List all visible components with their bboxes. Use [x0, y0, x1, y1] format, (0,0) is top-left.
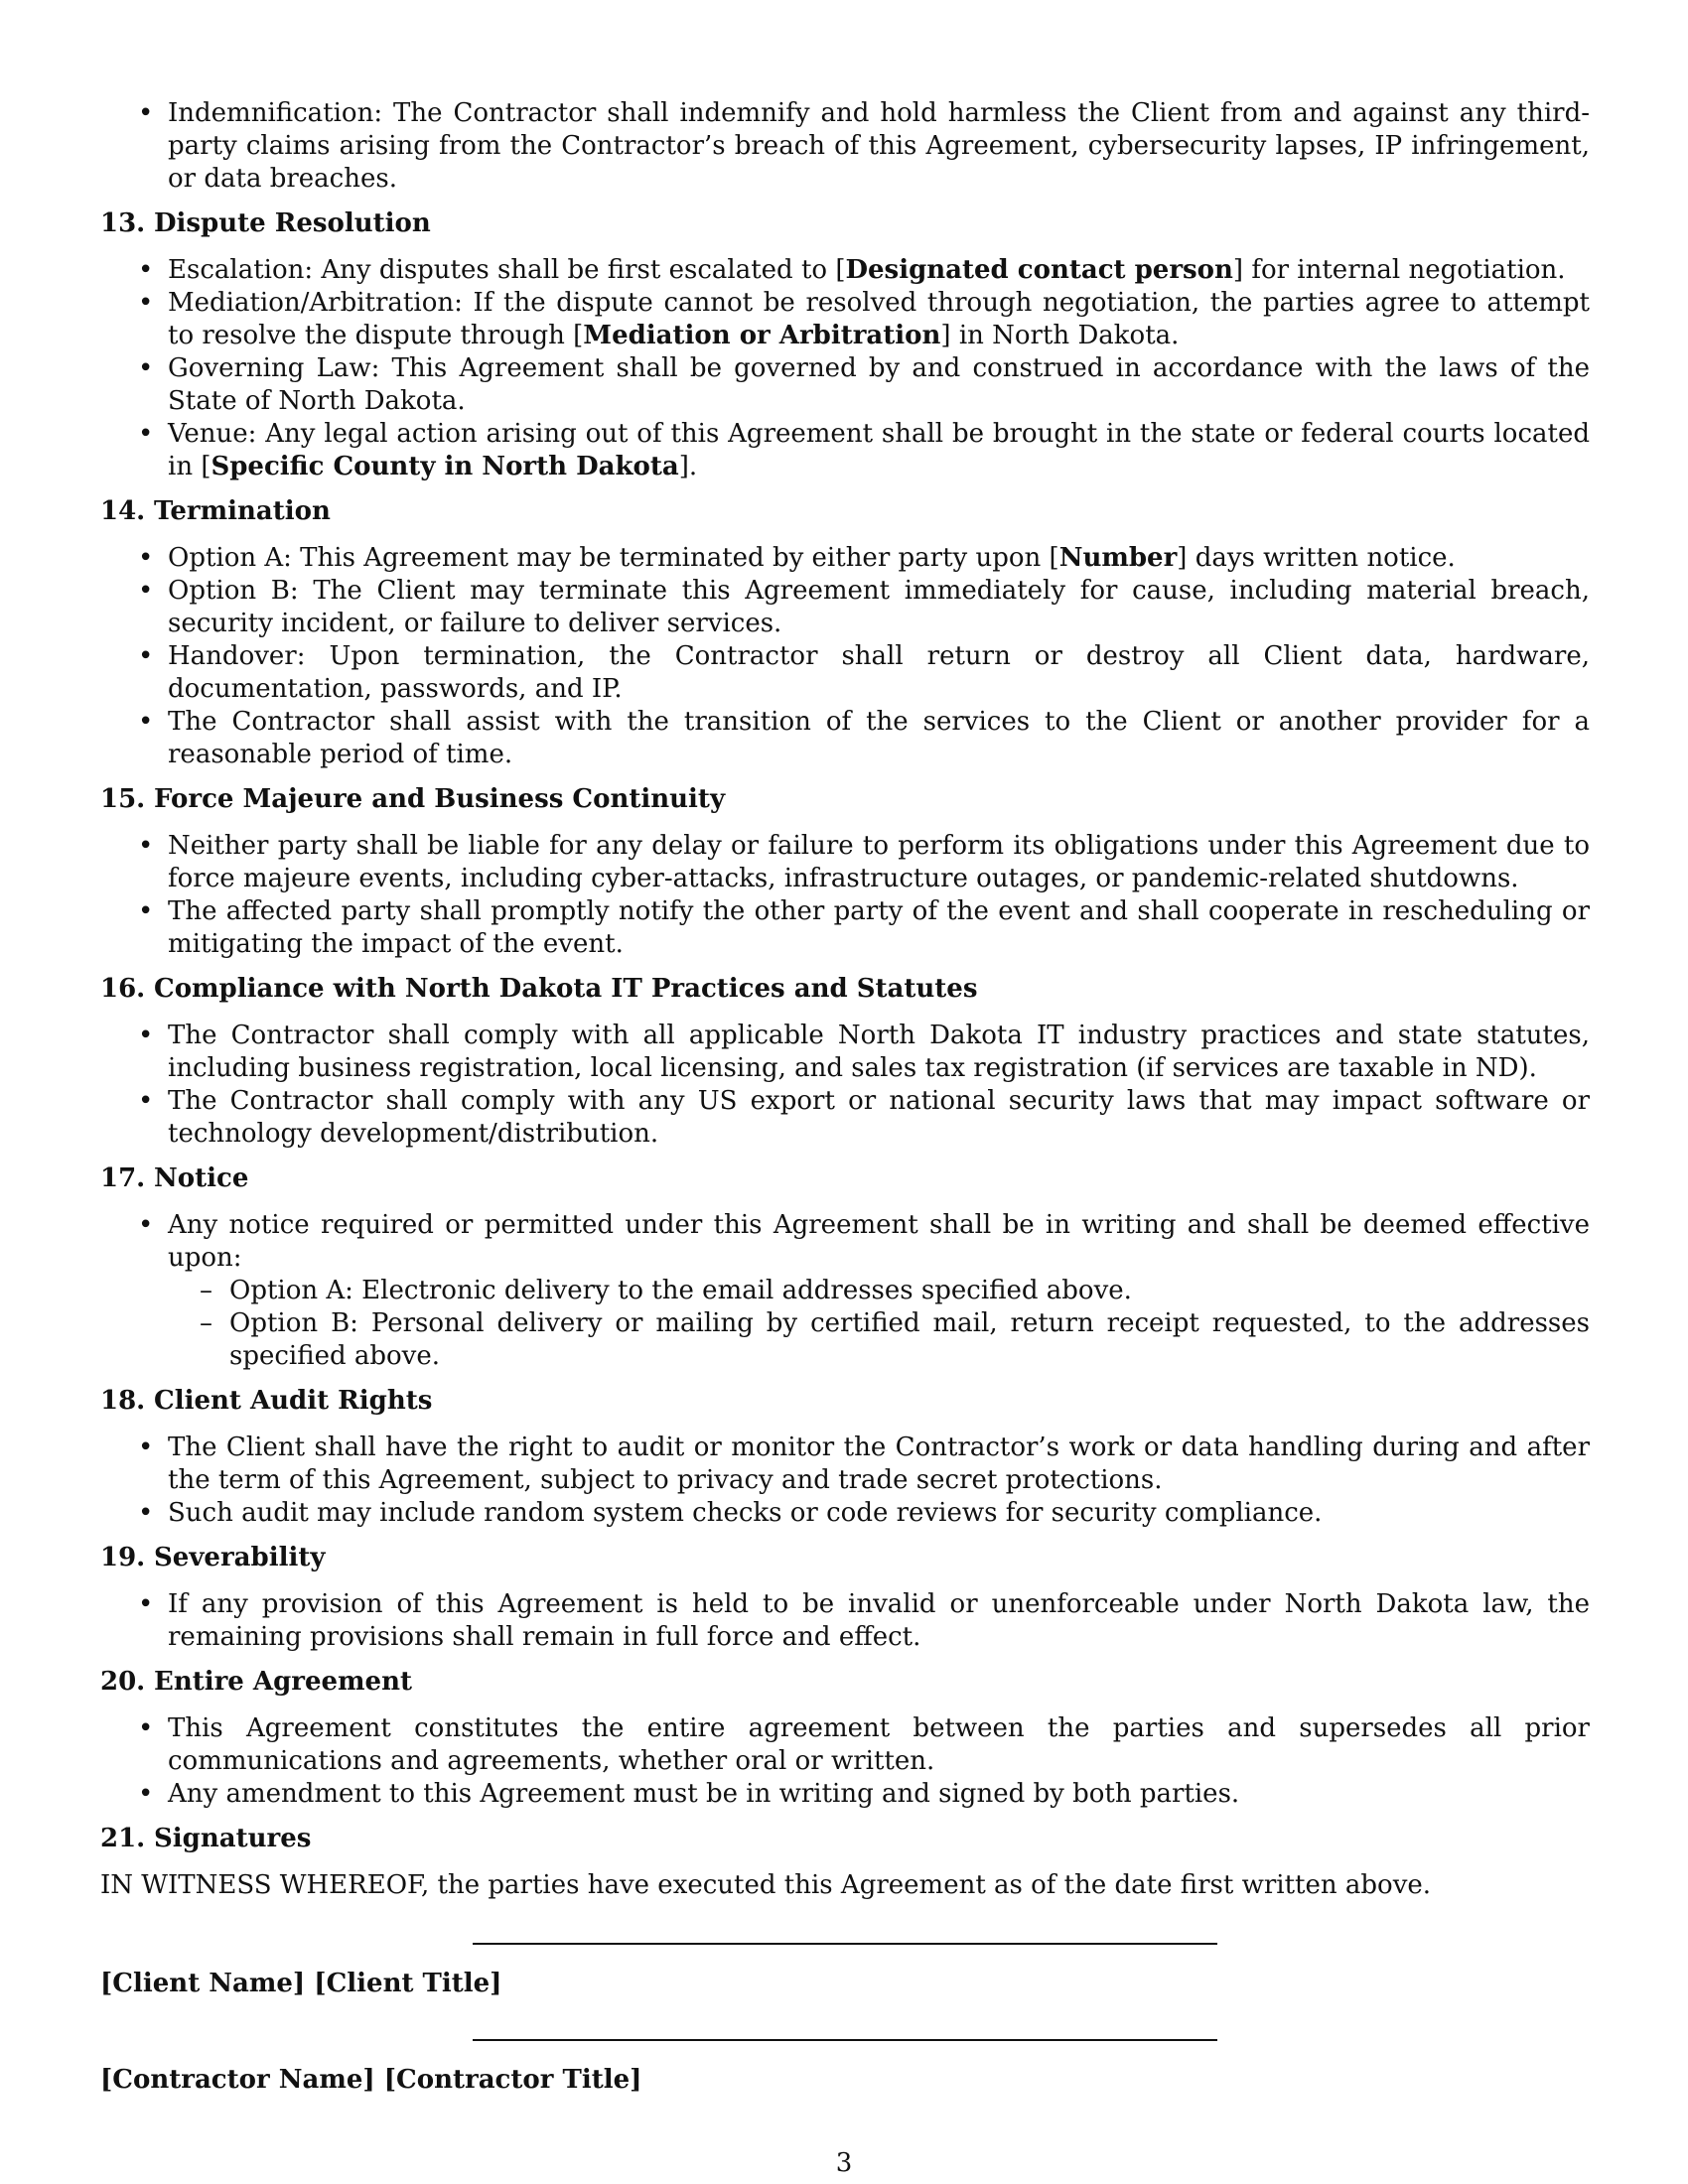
page-number: 3: [835, 2148, 853, 2178]
list-item: [100, 1209, 1590, 1373]
section-title: Client Audit Rights: [154, 1386, 433, 1416]
list-item: [100, 1497, 1590, 1530]
section-title: Notice: [154, 1163, 249, 1193]
list-item: [100, 418, 1590, 483]
list-item: [100, 1085, 1590, 1151]
bullet-list: [100, 1020, 1590, 1151]
text-run: Venue: Any legal action arising out of this Agreement shall be brought in the state or federal courts located in [: [168, 419, 1590, 481]
bullet-list: [100, 830, 1590, 961]
list-item: [100, 352, 1590, 418]
text-run: The affected party shall promptly notify the other party of the event and shall cooperate in rescheduling or mitigating the impact of the event.: [168, 896, 1590, 959]
document-page: [100, 97, 1590, 2097]
text-run: Such audit may include random system checks or code reviews for security compliance.: [168, 1498, 1323, 1528]
section-number: 15.: [100, 784, 146, 814]
text-run: The Contractor shall assist with the transition of the services to the Client or another provider for a reasonable period of time.: [168, 707, 1590, 769]
list-item: [100, 1588, 1590, 1654]
text-run: ].: [678, 452, 698, 481]
text-run: The Contractor shall comply with all applicable North Dakota IT industry practices and state statutes, including business registration, local licensing, and sales tax registration (if services are taxable in ND).: [168, 1021, 1590, 1083]
section-15: [100, 783, 1590, 961]
text-run: Option B: The Client may terminate this Agreement immediately for cause, including material breach, security incident, or failure to deliver services.: [168, 576, 1590, 638]
list-item: [100, 542, 1590, 575]
section-17: [100, 1162, 1590, 1373]
list-item: [100, 1712, 1590, 1778]
section-14: [100, 495, 1590, 771]
witness-text: IN WITNESS WHEREOF, the parties have executed this Agreement as of the date first written above.: [100, 1870, 1432, 1900]
text-run: Escalation: Any disputes shall be first escalated to [: [168, 255, 846, 285]
list-item: [100, 254, 1590, 287]
section-heading: [100, 1823, 1590, 1855]
client-signature-label: [Client Name] [Client Title]: [100, 1969, 502, 1998]
list-item: [100, 1020, 1590, 1085]
sub-list-item: – Option B: Personal delivery or mailing by certified mail, return receipt requested, to the addresses specified above.: [168, 1307, 1590, 1373]
indemnification-list: [100, 97, 1590, 196]
placeholder-field: Specific County in North Dakota: [211, 452, 679, 481]
text-run: The Client shall have the right to audit or monitor the Contractor’s work or data handling during and after the term of this Agreement, subject to privacy and trade secret protections.: [168, 1433, 1590, 1495]
list-item: [100, 575, 1590, 640]
section-18: [100, 1385, 1590, 1530]
placeholder-field: Designated contact person: [845, 255, 1233, 285]
section-19: [100, 1542, 1590, 1654]
bullet-list: [100, 1588, 1590, 1654]
list-item: [100, 1778, 1590, 1811]
list-item: [100, 830, 1590, 895]
list-item: [100, 706, 1590, 771]
section-title: Compliance with North Dakota IT Practices and Statutes: [154, 974, 978, 1004]
section-title: Signatures: [154, 1824, 312, 1853]
bullet-list: [100, 1712, 1590, 1811]
section-title: Force Majeure and Business Continuity: [154, 784, 726, 814]
section-title: Severability: [154, 1543, 326, 1572]
sub-bullet-list: [168, 1275, 1590, 1373]
section-number: 21.: [100, 1824, 146, 1853]
text-run: Governing Law: This Agreement shall be governed by and construed in accordance with the laws of the State of North Dakota.: [168, 353, 1590, 416]
section-heading: [100, 1542, 1590, 1574]
bullet-list: [100, 1432, 1590, 1530]
bullet-list: [100, 254, 1590, 483]
placeholder-field: Mediation or Arbitration: [583, 321, 941, 350]
text-run: Option A: This Agreement may be terminated by either party upon [: [168, 543, 1059, 573]
section-number: 20.: [100, 1667, 146, 1697]
text-run: Any amendment to this Agreement must be in writing and signed by both parties.: [168, 1779, 1240, 1809]
text-run: The Contractor shall comply with any US export or national security laws that may impact software or technology development/distribution.: [168, 1086, 1590, 1149]
section-16: [100, 973, 1590, 1151]
section-heading: [100, 783, 1590, 816]
text-run: If any provision of this Agreement is held to be invalid or unenforceable under North Dakota law, the remaining provisions shall remain in full force and effect.: [168, 1589, 1590, 1652]
text-run: Mediation/Arbitration: If the dispute cannot be resolved through negotiation, the parties agree to attempt to resolve the dispute through [: [168, 288, 1590, 350]
section-20: [100, 1666, 1590, 1811]
signatures-section: [100, 1823, 1590, 2097]
contractor-signature-label: [Contractor Name] [Contractor Title]: [100, 2065, 642, 2095]
text-run: ] days written notice.: [1177, 543, 1456, 573]
bullet-list: [100, 1209, 1590, 1373]
section-number: 13.: [100, 208, 146, 238]
text-run: Handover: Upon termination, the Contractor shall return or destroy all Client data, hardware, documentation, passwords, and IP.: [168, 641, 1590, 704]
section-title: Dispute Resolution: [154, 208, 431, 238]
section-heading: [100, 1162, 1590, 1195]
list-item: • Indemnification: The Contractor shall indemnify and hold harmless the Client from and against any third-party claims arising from the Contractor’s breach of this Agreement, cybersecurity lapses, IP infringement, or data breaches.: [100, 97, 1590, 196]
section-heading: [100, 1666, 1590, 1699]
text-run: Any notice required or permitted under this Agreement shall be in writing and shall be deemed effective upon:: [168, 1210, 1590, 1273]
text-run: This Agreement constitutes the entire agreement between the parties and supersedes all prior communications and agreements, whether oral or written.: [168, 1713, 1590, 1776]
placeholder-field: Number: [1058, 543, 1178, 573]
list-item: [100, 895, 1590, 961]
sub-list-item: – Option A: Electronic delivery to the email addresses specified above.: [168, 1275, 1590, 1307]
section-heading: [100, 1385, 1590, 1418]
list-item: [100, 287, 1590, 352]
section-heading: [100, 495, 1590, 528]
section-heading: [100, 973, 1590, 1006]
list-item: [100, 640, 1590, 706]
bullet-list: [100, 542, 1590, 771]
section-title: Entire Agreement: [154, 1667, 412, 1697]
section-title: Termination: [154, 496, 331, 526]
text-run: ] in North Dakota.: [940, 321, 1180, 350]
section-number: 14.: [100, 496, 146, 526]
section-number: 19.: [100, 1543, 146, 1572]
section-number: 17.: [100, 1163, 146, 1193]
section-number: 16.: [100, 974, 146, 1004]
section-13: [100, 207, 1590, 483]
sections-container: [100, 207, 1590, 1811]
text-run: Neither party shall be liable for any delay or failure to perform its obligations under this Agreement due to force majeure events, including cyber-attacks, infrastructure outages, or pandemic-related shutdowns.: [168, 831, 1590, 893]
list-item: [100, 1432, 1590, 1497]
section-heading: [100, 207, 1590, 240]
text-run: ] for internal negotiation.: [1232, 255, 1566, 285]
section-number: 18.: [100, 1386, 146, 1416]
